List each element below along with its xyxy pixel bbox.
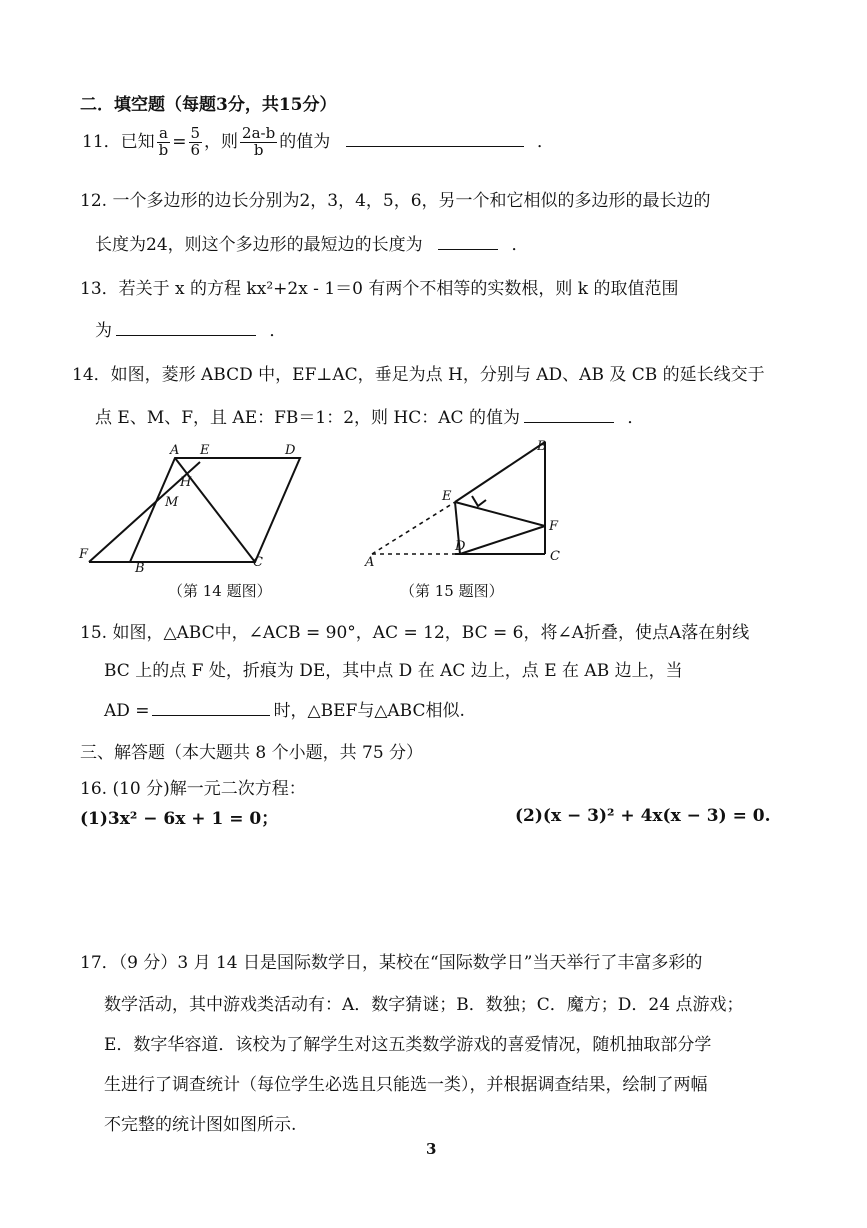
fig14-label-f: F (79, 547, 89, 562)
question-17-line-4: 生进行了调查统计（每位学生必选且只能选一类），并根据调查结果，绘制了两幅 (104, 1075, 708, 1095)
question-14-line-1: 14．如图，菱形 ABCD 中，EF⊥AC，垂足为点 H，分别与 AD、AB 及 CB 的延长线交于 (72, 365, 765, 385)
fig14-label-c: C (253, 555, 263, 570)
fig14-label-a: A (170, 443, 180, 458)
section-3-title: 三、解答题（本大题共 8 个小题，共 75 分） (80, 743, 424, 763)
question-17-line-1: 17．（9 分）3 月 14 日是国际数学日，某校在“国际数学日”当天举行了丰富多彩的 (80, 953, 703, 973)
question-16-equation-2: (2)(x − 3)² + 4x(x − 3) = 0. (515, 806, 771, 826)
q15-answer-blank[interactable] (152, 714, 270, 716)
q11-fraction-a-over-b: $\frac{a}{b}$ (158, 124, 169, 159)
fig15-label-a: A (365, 555, 375, 570)
q12-answer-blank[interactable] (438, 248, 498, 250)
question-16-title: 16. (10 分)解一元二次方程： (80, 779, 306, 799)
q11-fraction-5-over-6: $\frac{5}{6}$ (190, 124, 201, 159)
question-15-line-1: 15. 如图，△ABC中，∠ACB = 90°，AC = 12，BC = 6，将∠A折叠，使点A落在射线 (80, 623, 750, 643)
fig15-label-f: F (549, 519, 559, 534)
fig14-label-b: B (135, 561, 145, 576)
question-17-line-5: 不完整的统计图如图所示. (104, 1115, 297, 1135)
fig14-label-h: H (180, 475, 192, 490)
q13-answer-blank[interactable] (116, 334, 256, 336)
question-11: 11．已知 $\frac{a}{b}$ = $\frac{5}{6}$ ，则 $\frac{2a-b}{b}$ 的值为 ． (82, 124, 555, 159)
fig15-label-c: C (550, 549, 560, 564)
fig14-label-m: M (165, 495, 179, 510)
question-15-line-2: BC 上的点 F 处，折痕为 DE，其中点 D 在 AC 边上，点 E 在 AB 边上，当 (104, 661, 683, 681)
page-number: 3 (426, 1140, 437, 1158)
question-17-line-2: 数学活动，其中游戏类活动有：A．数字猜谜；B．数独；C．魔方；D．24 点游戏； (104, 995, 744, 1015)
q11-prefix: 11．已知 (82, 131, 155, 152)
q11-answer-blank[interactable] (346, 145, 524, 147)
question-14-line-2: 点 E、M、F，且 AE：FB＝1：2，则 HC：AC 的值为 ． (95, 408, 645, 428)
question-12-line-1: 12. 一个多边形的边长分别为2，3，4，5，6，另一个和它相似的多边形的最长边的 (80, 191, 711, 211)
fig15-label-d: D (455, 539, 466, 554)
question-15-line-3: AD = 时，△BEF与△ABC相似. (104, 701, 465, 721)
figure-15-caption: （第 15 题图） (400, 582, 504, 600)
q14-answer-blank[interactable] (524, 421, 614, 423)
fig15-label-b: B (537, 439, 547, 454)
fig15-label-e: E (442, 489, 452, 504)
figure-15-triangle (360, 434, 590, 584)
question-13-line-2: 为 ． (95, 321, 287, 341)
fig14-label-d: D (285, 443, 296, 458)
figure-14-caption: （第 14 题图） (168, 582, 272, 600)
question-13-line-1: 13．若关于 x 的方程 kx²+2x - 1＝0 有两个不相等的实数根，则 k 的取值范围 (80, 279, 679, 299)
question-12-line-2: 长度为24，则这个多边形的最短边的长度为 ． (95, 235, 529, 255)
question-17-line-3: E．数字华容道．该校为了解学生对这五类数学游戏的喜爱情况，随机抽取部分学 (104, 1035, 712, 1055)
figure-14-rhombus (75, 440, 335, 580)
question-16-equation-1: (1)3x² − 6x + 1 = 0； (80, 809, 279, 829)
section-2-title: 二．填空题（每题3分，共15分） (80, 95, 337, 115)
fig14-label-e: E (200, 443, 210, 458)
q11-fraction-expression: $\frac{2a-b}{b}$ (242, 124, 276, 159)
